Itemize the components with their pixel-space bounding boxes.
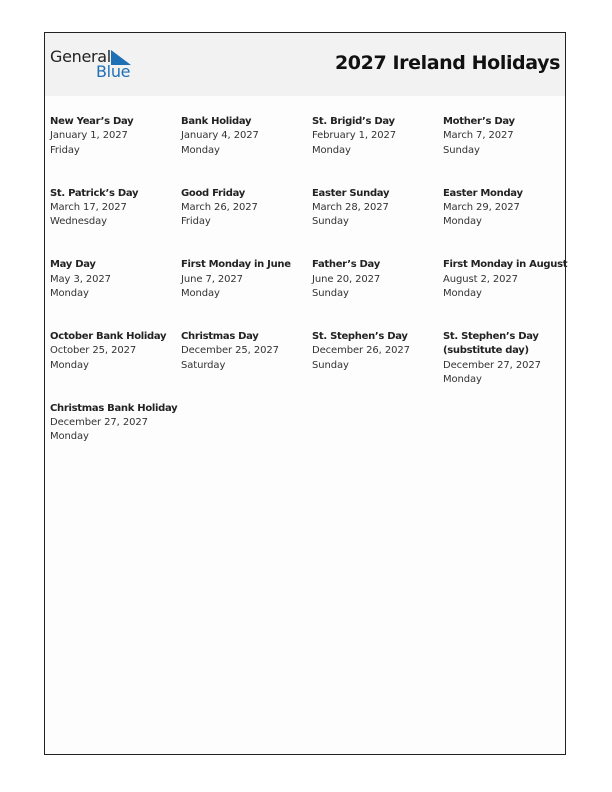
holiday-date: December 27, 2027 xyxy=(50,417,148,429)
holiday-entry xyxy=(312,115,440,158)
holiday-weekday: Monday xyxy=(181,287,220,299)
holiday-weekday: Friday xyxy=(181,216,211,228)
header xyxy=(45,33,565,96)
holiday-weekday: Monday xyxy=(443,216,482,228)
holiday-name: Christmas Bank Holiday xyxy=(50,402,178,414)
holiday-entry xyxy=(443,115,571,158)
holiday-name: Good Friday xyxy=(181,187,245,199)
holiday-weekday: Monday xyxy=(50,431,89,443)
holiday-entry xyxy=(50,187,178,230)
holiday-date: March 17, 2027 xyxy=(50,201,127,213)
holiday-date: October 25, 2027 xyxy=(50,345,137,357)
holiday-entry xyxy=(50,402,178,445)
holiday-name: October Bank Holiday xyxy=(50,331,167,343)
holiday-name: First Monday in June xyxy=(181,259,291,271)
holiday-entry xyxy=(181,330,309,373)
holiday-date: May 3, 2027 xyxy=(50,273,111,285)
holiday-entry xyxy=(181,115,309,158)
holiday-date: December 27, 2027 xyxy=(443,359,541,371)
holiday-name: St. Stephen’s Day xyxy=(312,331,408,343)
holiday-name: Christmas Day xyxy=(181,331,259,343)
holiday-weekday: Saturday xyxy=(181,359,226,371)
holiday-entry xyxy=(181,187,309,230)
holiday-name: May Day xyxy=(50,259,96,271)
holiday-weekday: Monday xyxy=(50,359,89,371)
holiday-date: March 26, 2027 xyxy=(181,201,258,213)
holiday-date: June 20, 2027 xyxy=(312,273,381,285)
holiday-date: January 1, 2027 xyxy=(50,130,128,142)
holiday-name: New Year’s Day xyxy=(50,116,134,127)
holiday-date: March 28, 2027 xyxy=(312,201,389,213)
holiday-weekday: Monday xyxy=(181,144,220,156)
holiday-entry xyxy=(50,330,178,373)
holiday-date: March 29, 2027 xyxy=(443,201,520,213)
holiday-date: February 1, 2027 xyxy=(312,130,397,142)
holiday-weekday: Monday xyxy=(312,144,351,156)
holiday-weekday: Wednesday xyxy=(50,216,107,228)
holiday-weekday: Sunday xyxy=(443,144,480,156)
logo-text-general: General xyxy=(50,47,111,66)
holiday-date: August 2, 2027 xyxy=(443,273,518,285)
logo-text-blue: Blue xyxy=(96,62,131,81)
holiday-entry xyxy=(443,187,571,230)
holiday-weekday: Monday xyxy=(443,287,482,299)
holiday-entry xyxy=(181,258,309,301)
holiday-name: Mother’s Day xyxy=(443,116,515,127)
holiday-weekday: Sunday xyxy=(312,216,349,228)
holiday-name: St. Stephen’s Day (substitute day) xyxy=(443,331,539,357)
holiday-date: December 26, 2027 xyxy=(312,345,410,357)
holiday-name: Father’s Day xyxy=(312,259,380,271)
holiday-weekday: Friday xyxy=(50,144,80,156)
holiday-weekday: Sunday xyxy=(312,287,349,299)
holiday-name: Bank Holiday xyxy=(181,116,252,127)
holiday-entry xyxy=(50,115,178,158)
logo xyxy=(50,47,140,83)
holiday-weekday: Monday xyxy=(50,287,89,299)
holiday-date: June 7, 2027 xyxy=(181,273,243,285)
page-frame xyxy=(44,32,566,755)
holiday-date: January 4, 2027 xyxy=(181,130,259,142)
holiday-weekday: Sunday xyxy=(312,359,349,371)
holiday-entry xyxy=(443,330,571,387)
holiday-entry xyxy=(50,258,178,301)
holiday-date: December 25, 2027 xyxy=(181,345,279,357)
holiday-entry xyxy=(312,330,440,373)
holiday-date: March 7, 2027 xyxy=(443,130,514,142)
holiday-name: Easter Sunday xyxy=(312,187,390,199)
holiday-entry xyxy=(312,187,440,230)
holiday-name: First Monday in August xyxy=(443,259,568,271)
holiday-entry xyxy=(312,258,440,301)
page-title: 2027 Ireland Holidays xyxy=(334,52,560,74)
holiday-name: St. Brigid’s Day xyxy=(312,116,395,127)
holiday-weekday: Monday xyxy=(443,373,482,385)
holiday-name: St. Patrick’s Day xyxy=(50,187,139,199)
holiday-name: Easter Monday xyxy=(443,187,523,199)
holiday-entry xyxy=(443,258,571,301)
